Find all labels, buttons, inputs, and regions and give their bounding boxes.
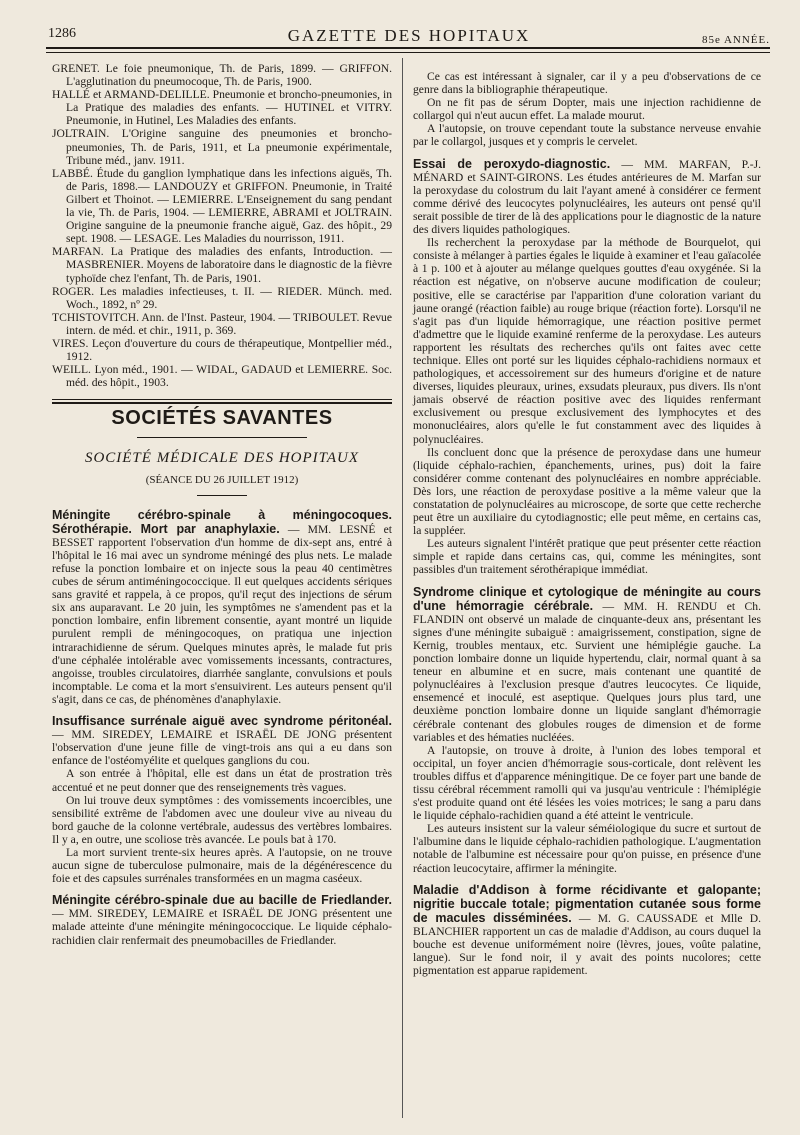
- biblio-entry: MARFAN. La Pratique des maladies des enfants, Introduction. — MASBRENIER. Moyens de laboratoire dans le diagnostic de la fièvre typhoïde chez l'enfant, Th. de Paris, 1901.: [52, 245, 392, 285]
- article: [52, 714, 392, 885]
- article-title: Essai de peroxydo-diagnostic.: [413, 156, 611, 171]
- article-title: Méningite cérébro-spinale à méningocoques. Sérothérapie. Mort par anaphylaxie.: [52, 507, 392, 536]
- right-column: [413, 70, 761, 985]
- article: [413, 157, 761, 577]
- section-title: SOCIÉTÉS SAVANTES: [111, 407, 333, 430]
- seance-date: (SÉANCE DU 26 JUILLET 1912): [145, 473, 299, 486]
- article-paragraph: Ils concluent donc que la présence de peroxydase dans une humeur (liquide céphalo-rachien, épanchements, urines, pus) doit la faire considérer comme contenant des polynucléaires en nombre appréciable. Dès lors, une réaction de peroxydase positive a la même valeur que la constatation de polynucléaires au microscope, de sorte que cette recherche peut être un auxiliaire du cytodiagnostic; elle peut même, en certains cas, la suppléer.: [413, 445, 761, 538]
- left-column: [52, 62, 392, 955]
- article-paragraph: Les auteurs insistent sur la valeur séméiologique du sucre et surtout de l'albumine dans le liquide céphalo-rachidien pathologique. L'augmentation notable de l'albumine est nécessaire pour qu'on puisse, en présence d'une réaction leucocytaire, affirmer la méningite.: [413, 822, 761, 875]
- header-rule: [46, 47, 770, 49]
- article-title: Maladie d'Addison à forme récidivante et galopante; nigritie buccale totale; pigmentation cutanée sous forme de macules disséminées.: [413, 882, 761, 925]
- article-paragraph: On lui trouve deux symptômes : des vomissements incoercibles, une sensibilité extrême de l'abdomen avec une douleur vive au niveau du bord gauche de la colonne vertébrale, audessus des vertèbres lombaires. Il y a, en outre, une scoliose très avancée. Le pouls bat à 170.: [52, 793, 392, 846]
- biblio-entry: WEILL. Lyon méd., 1901. — WIDAL, GADAUD et LEMIERRE. Soc. méd. des hôpit., 1903.: [52, 363, 392, 390]
- article-text: — MM. SIREDEY, LEMAIRE et ISRAËL DE JONG présentent l'observation d'une jeune fille de vingt-trois ans qui a eu dans son enfance de l'ostéomyélite et quelques ganglions du cou.: [52, 728, 392, 768]
- article-title: Méningite cérébro-spinale due au bacille de Friedlander.: [52, 893, 392, 908]
- article: [413, 883, 761, 978]
- biblio-entry: LABBÉ. Étude du ganglion lymphatique dans les infections aiguës, Th. de Paris, 1898.— LANDOUZY et GRIFFON. Pneumonie, in Traité Gilbert et Thoinot. — LEMIERRE. L'Enseignement du sang pendant la vie, Th. de Paris, 1904. — LEMIERRE, ABRAMI et JOLTRAIN. Origine sanguine de la pneumonie franche aiguë, Gaz. des hôpit., 29 sept. 1908. — LESAGE. Les Maladies du nourrisson, 1911.: [52, 166, 392, 246]
- article-paragraph: Ce cas est intéressant à signaler, car il y a peu d'observations de ce genre dans la bibliographie thérapeutique.: [413, 70, 761, 97]
- article: [52, 508, 392, 706]
- article-title: Syndrome clinique et cytologique de méningite au cours d'une hémorragie cérébrale.: [413, 584, 761, 613]
- article-paragraph: A l'autopsie, on trouve cependant toute la substance nerveuse envahie par le collargol, jusques et y compris le cervelet.: [413, 122, 761, 149]
- running-head: [48, 26, 770, 46]
- biblio-entry: JOLTRAIN. L'Origine sanguine des pneumonies et broncho-pneumonies, Th. de Paris, 1911, et La pneumonie expérimentale, Tribune méd., janv. 1911.: [52, 127, 392, 167]
- article-paragraph: A l'autopsie, on trouve à droite, à l'union des lobes temporal et occipital, un foyer ancien d'hémorragie sous-corticale, dont relèvent les troubles diffus et d'apparence méningitique. De ce foyer part une bande de tissu cérébral récemment ramolli qui va jusqu'au ventricule : l'hémiplégie s'est produite quand ont été lésées les voies motrices; le sang a paru dans le liquide céphalo-rachidien quand a été atteint le ventricule.: [413, 743, 761, 823]
- biblio-entry: TCHISTOVITCH. Ann. de l'Inst. Pasteur, 1904. — TRIBOULET. Revue intern. de méd. et chir., 1911, p. 369.: [52, 310, 392, 337]
- page-number: 1286: [48, 26, 76, 41]
- article-text: — MM. LESNÉ et BESSET rapportent l'observation d'un homme de dix-sept ans, entré à l'hôpital le 16 mai avec un syndrome méningé des plus nets. Le malade refuse la ponction lombaire et on injecte sous la peau 40 centimètres cubes de sérum antiméningococcique. Il eut quelques accidents sériques sans gravité et rappela, à ce propos, qu'il reçut des injections de sérum six ans auparavant. Le 20 juin, les symptômes ne s'amendent pas et la ponction lombaire, enfin librement consentie, ayant montré un liquide purulent rempli de méningocoques, on pratiqua une injection intrarachidienne de sérum. Quelques minutes après, le malade fut pris d'une céphalée intolérable avec vomissements incessants, contractures, angoisse, troubles circulatoires, diarrhée sanglante, convulsions et pouls incomptable. Le coma et la mort s'ensuivirent. Les auteurs pensent qu'il s'agit, dans ce cas, de phénomènes d'anaphylaxie.: [52, 522, 392, 706]
- article-text: — MM. MARFAN, P.-J. MÉNARD et SAINT-GIRONS. Les études antérieures de M. Marfan sur la peroxydase du colostrum du lait l'ayant amené à considérer ce ferment comme dérivé des leucocytes polynucléaires, les auteurs ont pensé qu'il serait possible de tirer de là des applications pour le diagnostic de la nature des divers liquides pathologiques.: [413, 157, 761, 237]
- bibliography: [52, 62, 392, 389]
- article-continuation: [413, 70, 761, 149]
- biblio-entry: VIRES. Leçon d'ouverture du cours de thérapeutique, Montpellier méd., 1912.: [52, 336, 392, 364]
- article-text: — MM. SIREDEY, LEMAIRE et ISRAËL DE JONG présentent une malade atteinte d'une méningite méningococcique. Le liquide céphalo-rachidien clair renfermait des pneumobacilles de Friedlander.: [52, 907, 392, 947]
- section-rule-thick: [52, 402, 392, 404]
- article-paragraph: On ne fit pas de sérum Dopter, mais une injection rachidienne de collargol qui n'eut aucun effet. La malade mourut.: [413, 96, 761, 123]
- article-paragraph: Les auteurs signalent l'intérêt pratique que peut présenter cette réaction simple et rapide dans certains cas, qui, comme les méningites, sont passibles d'un traitement sérothérapique immédiat.: [413, 537, 761, 577]
- column-divider: [402, 58, 403, 1118]
- article: [413, 585, 761, 875]
- biblio-entry: ROGER. Les maladies infectieuses, t. II. — RIEDER. Münch. med. Woch., 1892, nº 29.: [52, 284, 392, 311]
- header-rule-thin: [46, 52, 770, 53]
- article-text: — M. G. CAUSSADE et Mlle D. BLANCHIER rapportent un cas de maladie d'Addison, au cours duquel la bouche est devenue uniformément noire (lèvres, joues, voûte palatine, langue). Sur le fond noir, il y avait des points nucolores; cette pigmentation est apparue rapidement.: [413, 911, 761, 978]
- year-label: 85e ANNÉE.: [701, 34, 770, 46]
- article-paragraph: Ils recherchent la peroxydase par la méthode de Bourquelot, qui consiste à mélanger à parties égales le liquide à examiner et l'eau gaïacolée à 1 p. 100 et à ajouter au mélange quelques gouttes d'eau oxygénée. Si la réaction est négative, on n'observe aucune modification de couleur; positive, elle se caractérise par l'apparition d'une coloration variant du jaune orangé (réaction faible) au rouge brique (réaction forte). Lorsqu'il ne s'agit pas d'un liquide hémorragique, une réaction positive permet d'admettre que le liquide examiné renferme de la peroxydase. Les auteurs rapportent les résultats des recherches qu'ils ont faites avec cette technique. Elles ont porté sur les liquides céphalo-rachidiens normaux et pathologiques, et accessoirement sur des humeurs d'origine et de nature diverses, liquides pleuraux, urines, exsudats pleuraux, pus divers. Ils n'ont jamais observé de réaction positive avec des liquides renfermant exclusivement ou presque exclusivement des lymphocytes et des mononucléaires, alors qu'elle le fut constamment avec des liquides à polynucléaires.: [413, 236, 761, 446]
- section-rule: [52, 399, 392, 400]
- title-rule: [137, 437, 307, 438]
- journal-title: GAZETTE DES HOPITAUX: [287, 26, 531, 45]
- article-paragraph: A son entrée à l'hôpital, elle est dans un état de prostration très accentué et ne peut donner que des renseignements très vagues.: [52, 767, 392, 794]
- article-text: — MM. H. RENDU et Ch. FLANDIN ont observé un malade de cinquante-deux ans, présentant les signes d'une méningite subaiguë : amaigrissement, constipation, signe de Kernig, troubles mentaux, etc. Survient une hémiplégie gauche. La ponction lombaire donne un liquide hypertendu, clair, normal quant à sa teneur en albumine et en sucre, mais contenant une quantité de polynucléaires à l'exclusion presque d'autres leucocytes. Ce liquide, ensemencé et inoculé, est aseptique. Quelques jours plus tard, une deuxième ponction lombaire donne un liquide sanglant d'hémorragie cérébrale contenant des globules rouges de dimension et de forme variables et des hématies nucléées.: [413, 599, 761, 744]
- article: [52, 893, 392, 946]
- biblio-entry: GRENET. Le foie pneumonique, Th. de Paris, 1899. — GRIFFON. L'agglutination du pneumocoque, Th. de Paris, 1900.: [52, 62, 392, 89]
- society-name: SOCIÉTÉ MÉDICALE DES HOPITAUX: [84, 450, 360, 467]
- biblio-entry: HALLÉ et ARMAND-DELILLE. Pneumonie et broncho-pneumonies, in La Pratique des maladies des enfants. — HUTINEL et VITRY. Pneumonie, in Hutinel, Les Maladies des enfants.: [52, 88, 392, 128]
- article-title: Insuffisance surrénale aiguë avec syndrome péritonéal.: [52, 714, 392, 729]
- article-paragraph: La mort survient trente-six heures après. A l'autopsie, on ne trouve aucun signe de tuberculose pulmonaire, mais de la dégénérescence du foie et des capsules surrénales transformées en un magma caséeux.: [52, 845, 392, 886]
- seance-rule: [197, 495, 247, 496]
